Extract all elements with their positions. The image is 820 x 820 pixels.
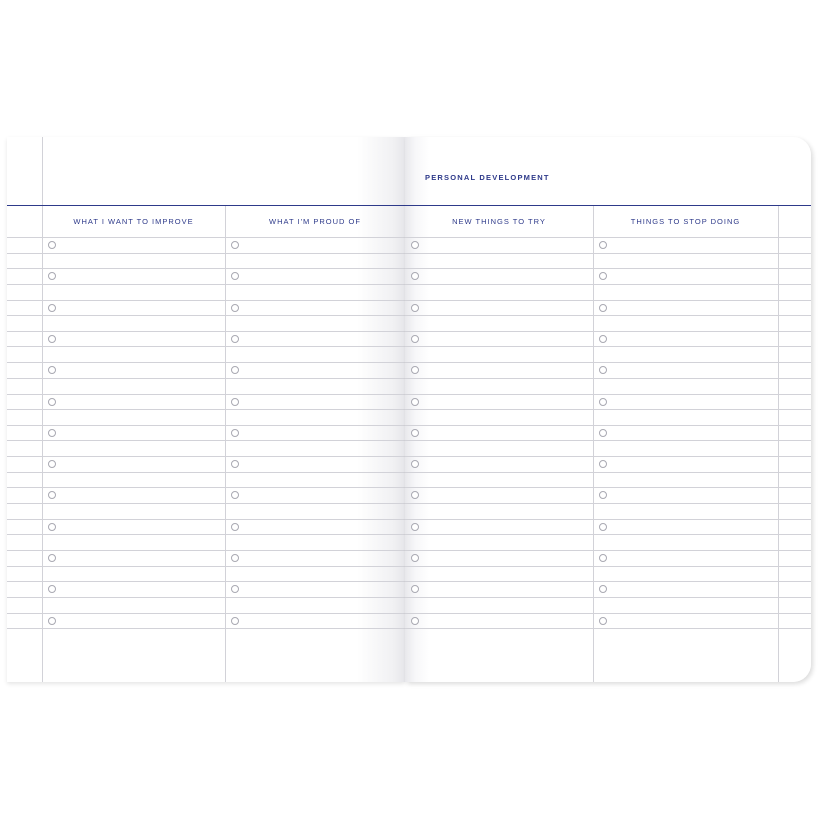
checkbox-circle[interactable] [599, 272, 607, 280]
ruled-line [405, 613, 811, 614]
checkbox-circle[interactable] [599, 429, 607, 437]
ruled-line [7, 425, 405, 426]
checkbox-circle[interactable] [48, 554, 56, 562]
checkbox-circle[interactable] [411, 585, 419, 593]
checkbox-circle[interactable] [231, 304, 239, 312]
ruled-line [405, 346, 811, 347]
ruled-line [405, 268, 811, 269]
ruled-line [405, 378, 811, 379]
ruled-line [7, 472, 405, 473]
ruled-line [405, 237, 811, 238]
page-title: PERSONAL DEVELOPMENT [425, 173, 550, 182]
ruled-line [7, 300, 405, 301]
left-page [7, 137, 405, 682]
ruled-line [7, 253, 405, 254]
column-header-proud: WHAT I'M PROUD OF [269, 217, 361, 226]
column-divider [593, 205, 594, 682]
ruled-line [405, 566, 811, 567]
ruled-line [405, 253, 811, 254]
ruled-line [405, 597, 811, 598]
checkbox-circle[interactable] [599, 491, 607, 499]
ruled-line [7, 581, 405, 582]
checkbox-circle[interactable] [599, 335, 607, 343]
checkbox-circle[interactable] [599, 398, 607, 406]
ruled-line [405, 628, 811, 629]
checkbox-circle[interactable] [231, 585, 239, 593]
ruled-line [405, 409, 811, 410]
ruled-line [7, 409, 405, 410]
checkbox-circle[interactable] [231, 398, 239, 406]
ruled-line [405, 519, 811, 520]
ruled-line [405, 315, 811, 316]
ruled-line [7, 284, 405, 285]
checkbox-circle[interactable] [599, 617, 607, 625]
ruled-line [7, 346, 405, 347]
checkbox-circle[interactable] [231, 272, 239, 280]
checkbox-circle[interactable] [231, 429, 239, 437]
ruled-line [7, 487, 405, 488]
checkbox-circle[interactable] [411, 366, 419, 374]
ruled-line [405, 394, 811, 395]
checkbox-circle[interactable] [48, 460, 56, 468]
checkbox-circle[interactable] [48, 523, 56, 531]
checkbox-circle[interactable] [231, 460, 239, 468]
checkbox-circle[interactable] [48, 491, 56, 499]
ruled-line [405, 300, 811, 301]
ruled-line [405, 456, 811, 457]
ruled-line [7, 394, 405, 395]
checkbox-circle[interactable] [411, 491, 419, 499]
ruled-line [7, 503, 405, 504]
column-divider [225, 205, 226, 682]
header-rule [7, 205, 405, 206]
checkbox-circle[interactable] [599, 523, 607, 531]
ruled-line [405, 472, 811, 473]
checkbox-circle[interactable] [48, 304, 56, 312]
checkbox-circle[interactable] [411, 617, 419, 625]
checkbox-circle[interactable] [231, 617, 239, 625]
checkbox-circle[interactable] [411, 241, 419, 249]
column-header-new-things: NEW THINGS TO TRY [452, 217, 546, 226]
checkbox-circle[interactable] [411, 398, 419, 406]
ruled-line [7, 378, 405, 379]
right-margin-line [778, 205, 779, 682]
checkbox-circle[interactable] [599, 554, 607, 562]
checkbox-circle[interactable] [48, 241, 56, 249]
checkbox-circle[interactable] [411, 554, 419, 562]
ruled-line [7, 331, 405, 332]
checkbox-circle[interactable] [48, 617, 56, 625]
ruled-line [405, 425, 811, 426]
ruled-line [405, 550, 811, 551]
ruled-line [7, 628, 405, 629]
ruled-line [7, 519, 405, 520]
ruled-line [405, 331, 811, 332]
checkbox-circle[interactable] [48, 366, 56, 374]
checkbox-circle[interactable] [231, 335, 239, 343]
ruled-line [7, 268, 405, 269]
notebook-spread [7, 137, 811, 682]
checkbox-circle[interactable] [599, 304, 607, 312]
ruled-line [7, 456, 405, 457]
checkbox-circle[interactable] [48, 398, 56, 406]
checkbox-circle[interactable] [411, 460, 419, 468]
checkbox-circle[interactable] [411, 523, 419, 531]
column-header-improve: WHAT I WANT TO IMPROVE [73, 217, 194, 226]
ruled-line [7, 613, 405, 614]
checkbox-circle[interactable] [231, 366, 239, 374]
ruled-line [7, 315, 405, 316]
ruled-line [7, 237, 405, 238]
checkbox-circle[interactable] [231, 241, 239, 249]
checkbox-circle[interactable] [411, 429, 419, 437]
ruled-line [405, 487, 811, 488]
checkbox-circle[interactable] [231, 554, 239, 562]
ruled-line [7, 550, 405, 551]
column-header-stop-doing: THINGS TO STOP DOING [630, 217, 741, 226]
ruled-line [7, 440, 405, 441]
checkbox-circle[interactable] [599, 241, 607, 249]
checkbox-circle[interactable] [411, 304, 419, 312]
ruled-line [405, 440, 811, 441]
right-page [405, 137, 811, 682]
checkbox-circle[interactable] [48, 429, 56, 437]
checkbox-circle[interactable] [48, 585, 56, 593]
checkbox-circle[interactable] [48, 335, 56, 343]
checkbox-circle[interactable] [231, 491, 239, 499]
checkbox-circle[interactable] [231, 523, 239, 531]
ruled-line [7, 597, 405, 598]
checkbox-circle[interactable] [411, 272, 419, 280]
ruled-line [7, 534, 405, 535]
ruled-line [7, 362, 405, 363]
checkbox-circle[interactable] [599, 366, 607, 374]
ruled-line [405, 581, 811, 582]
checkbox-circle[interactable] [599, 460, 607, 468]
ruled-line [405, 362, 811, 363]
ruled-line [7, 566, 405, 567]
checkbox-circle[interactable] [48, 272, 56, 280]
checkbox-circle[interactable] [411, 335, 419, 343]
ruled-line [405, 284, 811, 285]
ruled-line [405, 534, 811, 535]
ruled-line [405, 503, 811, 504]
header-rule [405, 205, 811, 206]
checkbox-circle[interactable] [599, 585, 607, 593]
